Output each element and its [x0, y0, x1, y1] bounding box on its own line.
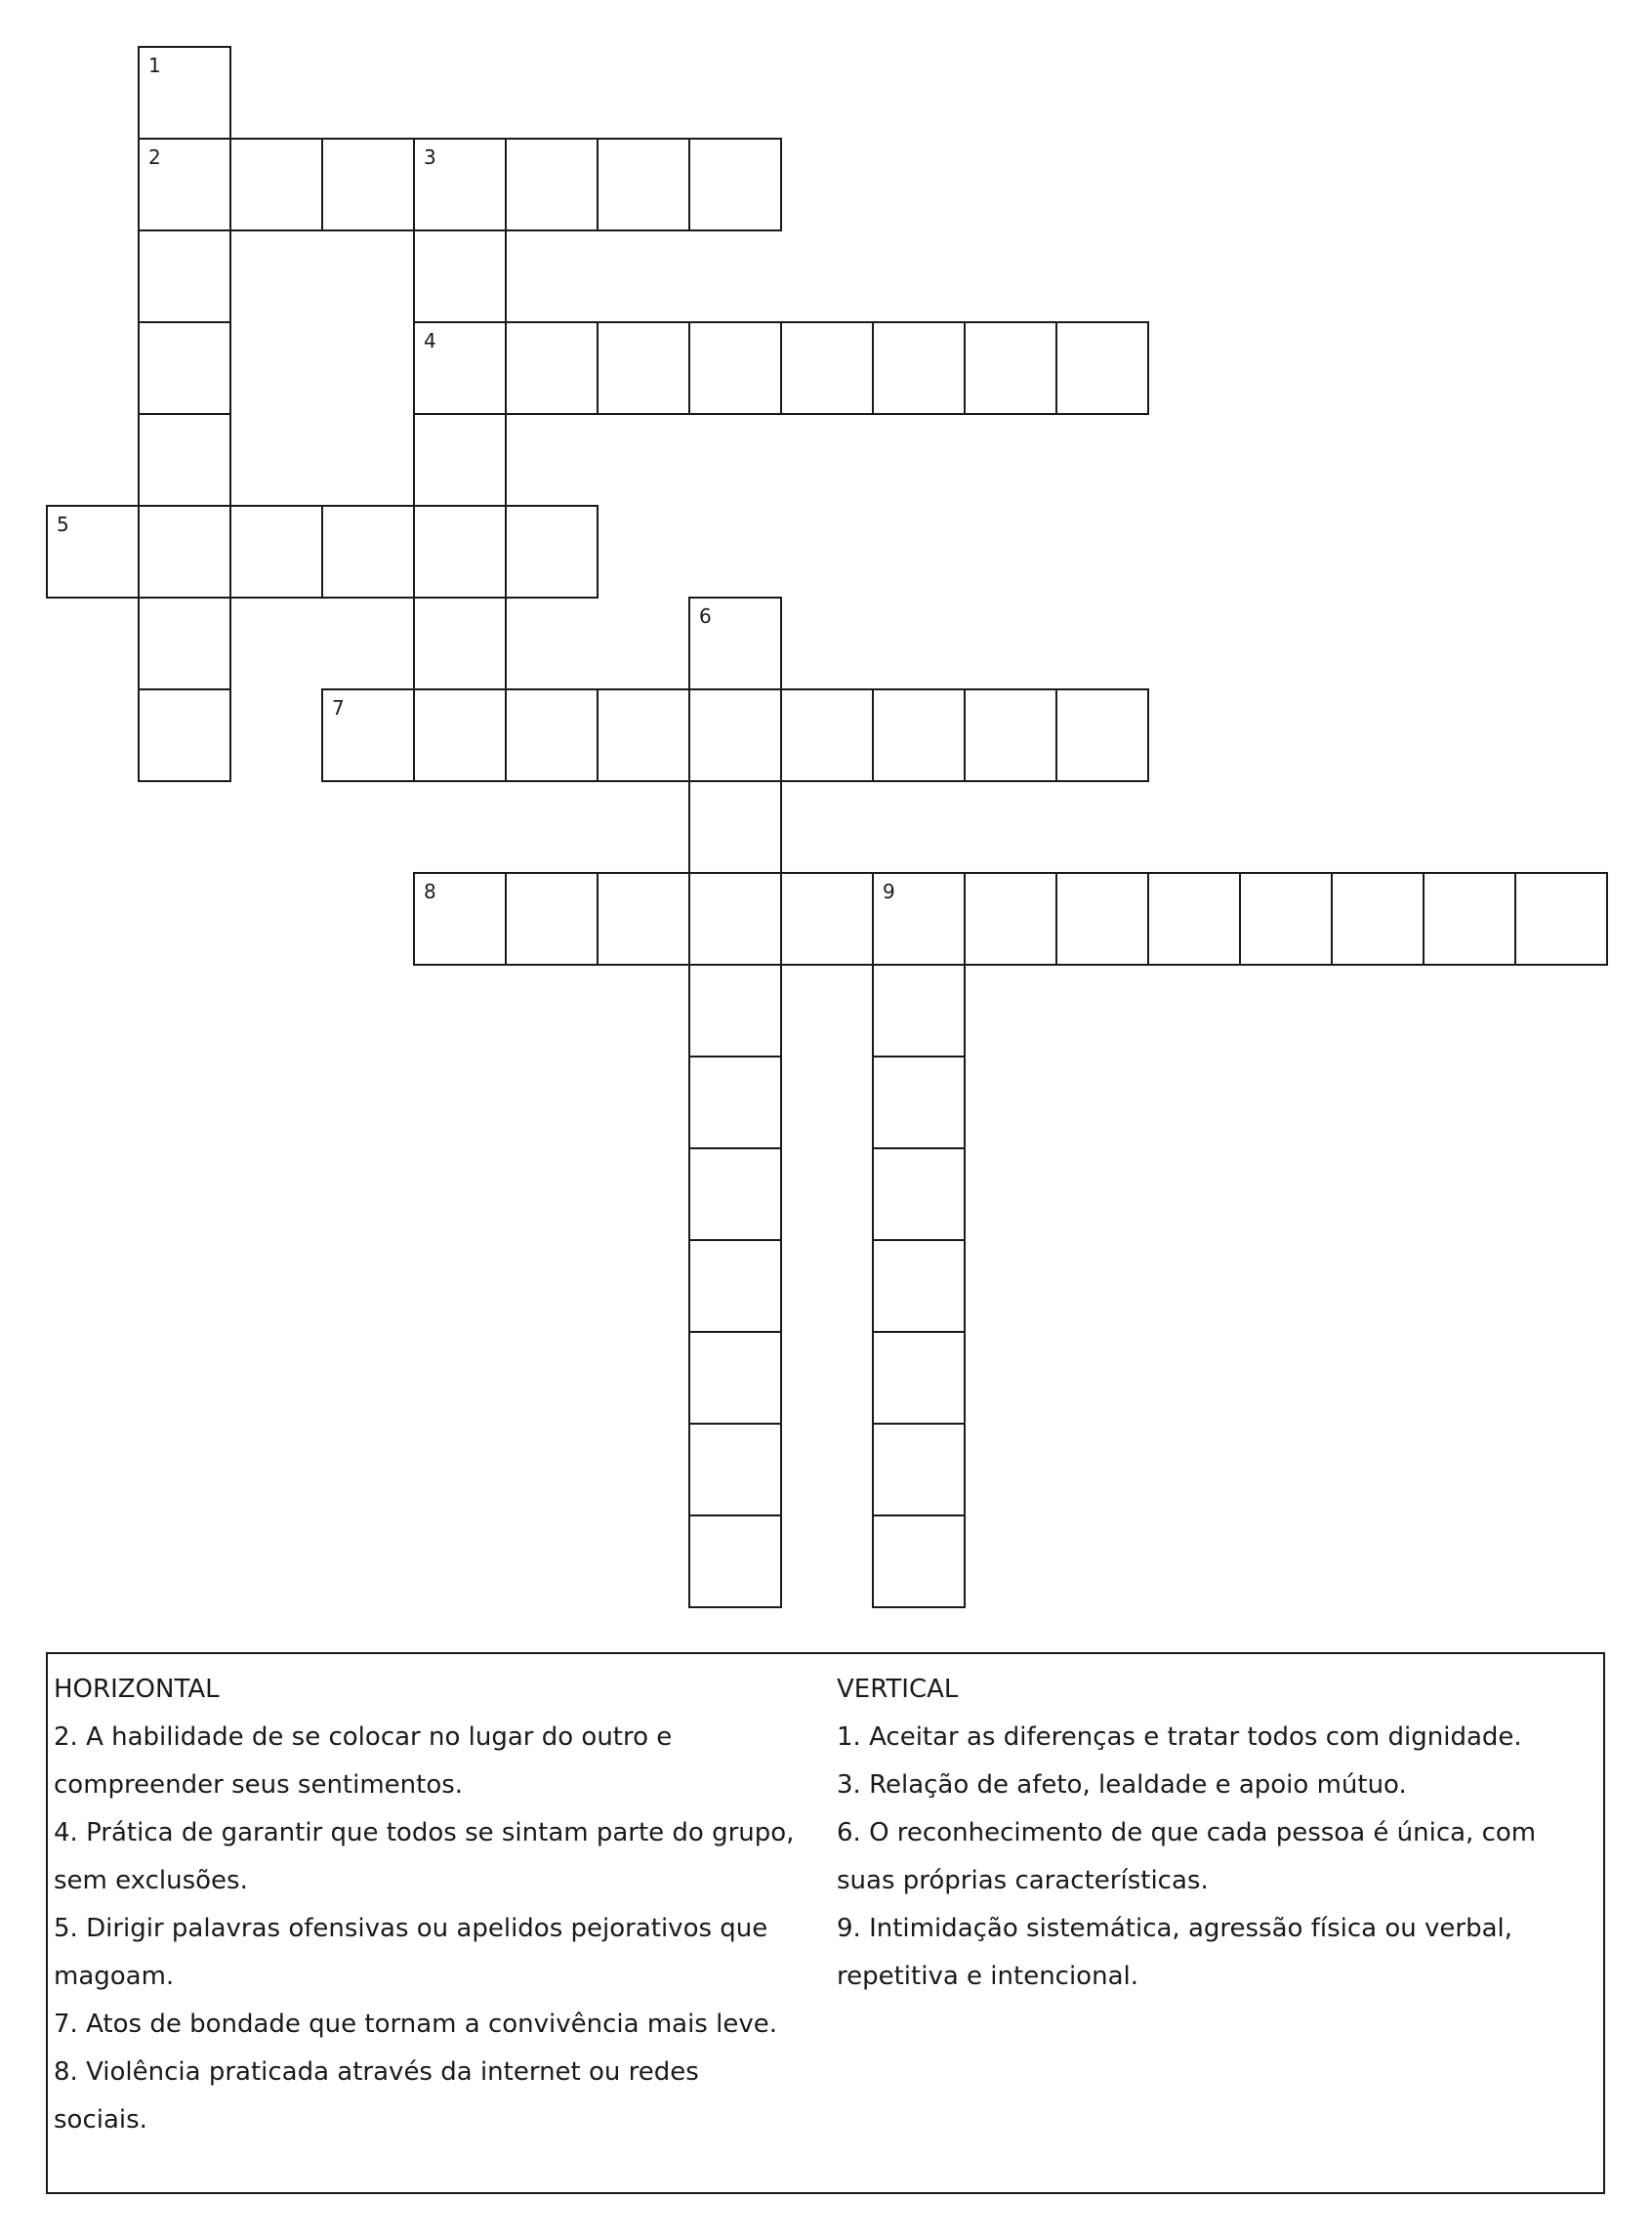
crossword-cell[interactable] — [597, 138, 690, 231]
crossword-cell[interactable] — [780, 321, 874, 415]
crossword-cell[interactable] — [505, 138, 599, 231]
crossword-cell[interactable] — [688, 138, 782, 231]
crossword-cell[interactable] — [1055, 872, 1149, 966]
crossword-cell[interactable] — [138, 597, 231, 690]
crossword-cell[interactable] — [872, 321, 966, 415]
crossword-cell[interactable] — [688, 872, 782, 966]
clue-line: compreender seus sentimentos. — [54, 1770, 464, 1800]
cell-number: 7 — [332, 696, 345, 720]
crossword-cell[interactable] — [688, 321, 782, 415]
clues-box — [46, 1652, 1605, 2194]
crossword-cell[interactable] — [1423, 872, 1516, 966]
crossword-cell[interactable] — [1331, 872, 1425, 966]
crossword-cell[interactable] — [964, 688, 1057, 782]
crossword-cell[interactable] — [780, 688, 874, 782]
horizontal-clues — [54, 1666, 835, 2144]
crossword-cell[interactable] — [505, 505, 599, 599]
crossword-cell-6[interactable] — [688, 597, 782, 690]
clue-line: 4. Prática de garantir que todos se sintam parte do grupo, — [54, 1818, 795, 1847]
crossword-cell[interactable] — [138, 688, 231, 782]
cell-number: 1 — [148, 54, 161, 77]
crossword-cell-4[interactable] — [413, 321, 507, 415]
crossword-cell[interactable] — [688, 1331, 782, 1425]
horizontal-heading: HORIZONTAL — [54, 1675, 220, 1704]
crossword-cell[interactable] — [872, 1423, 966, 1516]
crossword-cell[interactable] — [688, 780, 782, 874]
crossword-cell-2[interactable] — [138, 138, 231, 231]
cell-number: 9 — [883, 880, 895, 903]
crossword-cell[interactable] — [688, 1239, 782, 1333]
crossword-cell[interactable] — [505, 872, 599, 966]
crossword-cell[interactable] — [597, 321, 690, 415]
crossword-cell[interactable] — [597, 688, 690, 782]
crossword-cell[interactable] — [229, 505, 323, 599]
crossword-cell[interactable] — [1055, 321, 1149, 415]
clue-line: 1. Aceitar as diferenças e tratar todos com dignidade. — [837, 1722, 1522, 1752]
crossword-cell[interactable] — [1239, 872, 1333, 966]
cell-number: 6 — [699, 604, 712, 628]
crossword-cell[interactable] — [138, 413, 231, 507]
crossword-cell[interactable] — [688, 688, 782, 782]
crossword-cell-7[interactable] — [321, 688, 415, 782]
crossword-cell[interactable] — [138, 229, 231, 323]
clue-line: 8. Violência praticada através da internet ou redes — [54, 2057, 699, 2087]
clue-line: 3. Relação de afeto, lealdade e apoio mútuo. — [837, 1770, 1407, 1800]
crossword-cell[interactable] — [413, 597, 507, 690]
crossword-cell[interactable] — [413, 505, 507, 599]
crossword-cell[interactable] — [688, 964, 782, 1058]
crossword-cell-1[interactable] — [138, 46, 231, 140]
crossword-cell[interactable] — [872, 688, 966, 782]
clue-line: repetitiva e intencional. — [837, 1962, 1138, 1991]
clue-line: 9. Intimidação sistemática, agressão física ou verbal, — [837, 1914, 1512, 1943]
crossword-cell[interactable] — [688, 1147, 782, 1241]
cell-number: 5 — [57, 513, 69, 536]
clue-line: 2. A habilidade de se colocar no lugar do outro e — [54, 1722, 673, 1752]
clue-line: sem exclusões. — [54, 1866, 248, 1895]
crossword-cell-5[interactable] — [46, 505, 140, 599]
cell-number: 3 — [424, 145, 436, 169]
crossword-cell[interactable] — [872, 1056, 966, 1149]
crossword-cell[interactable] — [229, 138, 323, 231]
cell-number: 2 — [148, 145, 161, 169]
crossword-cell[interactable] — [872, 1239, 966, 1333]
clue-line: 6. O reconhecimento de que cada pessoa é única, com — [837, 1818, 1537, 1847]
vertical-heading: VERTICAL — [837, 1675, 959, 1704]
crossword-cell[interactable] — [688, 1056, 782, 1149]
crossword-cell[interactable] — [413, 688, 507, 782]
crossword-cell[interactable] — [872, 964, 966, 1058]
crossword-cell[interactable] — [505, 688, 599, 782]
crossword-cell-8[interactable] — [413, 872, 507, 966]
vertical-clues — [837, 1666, 1598, 2001]
crossword-cell[interactable] — [964, 321, 1057, 415]
clue-line: 5. Dirigir palavras ofensivas ou apelidos pejorativos que — [54, 1914, 768, 1943]
crossword-cell[interactable] — [872, 1331, 966, 1425]
crossword-cell[interactable] — [1147, 872, 1241, 966]
cell-number: 4 — [424, 329, 436, 353]
crossword-cell[interactable] — [780, 872, 874, 966]
crossword-cell[interactable] — [1055, 688, 1149, 782]
clue-line: sociais. — [54, 2105, 147, 2135]
crossword-cell[interactable] — [1514, 872, 1608, 966]
crossword-cell[interactable] — [413, 413, 507, 507]
crossword-cell[interactable] — [597, 872, 690, 966]
crossword-cell[interactable] — [505, 321, 599, 415]
clue-line: 7. Atos de bondade que tornam a convivência mais leve. — [54, 2010, 777, 2039]
crossword-cell[interactable] — [321, 138, 415, 231]
clue-line: magoam. — [54, 1962, 175, 1991]
crossword-cell-9[interactable] — [872, 872, 966, 966]
cell-number: 8 — [424, 880, 436, 903]
crossword-cell[interactable] — [688, 1423, 782, 1516]
crossword-cell[interactable] — [138, 505, 231, 599]
crossword-cell[interactable] — [872, 1147, 966, 1241]
crossword-cell[interactable] — [964, 872, 1057, 966]
crossword-cell[interactable] — [321, 505, 415, 599]
crossword-cell[interactable] — [138, 321, 231, 415]
crossword-cell[interactable] — [688, 1514, 782, 1608]
crossword-cell[interactable] — [872, 1514, 966, 1608]
crossword-cell[interactable] — [413, 229, 507, 323]
clue-line: suas próprias características. — [837, 1866, 1209, 1895]
crossword-cell-3[interactable] — [413, 138, 507, 231]
